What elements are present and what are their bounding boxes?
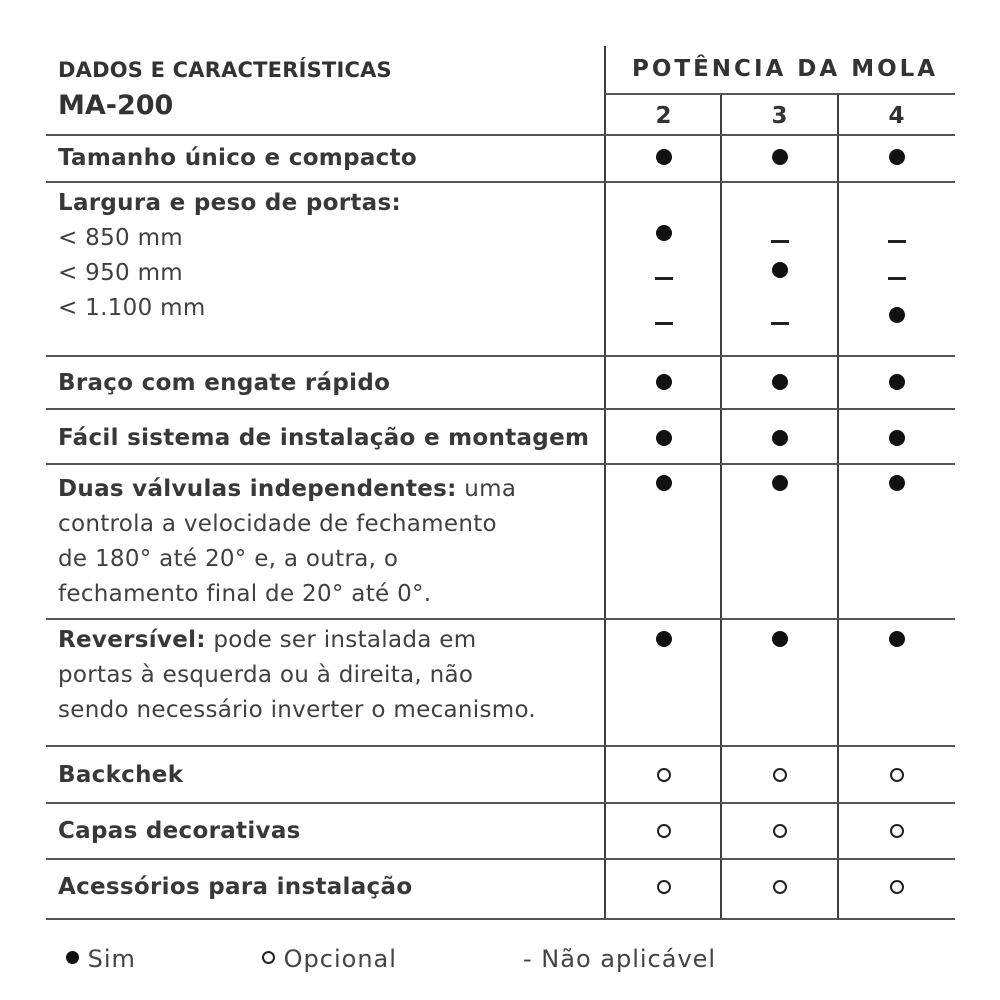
column-header-2: 2	[655, 103, 672, 129]
dash-icon	[655, 322, 673, 325]
open-circle-icon	[657, 880, 671, 894]
mark-yes	[606, 374, 721, 394]
model-name: MA-200	[58, 90, 174, 121]
feature-installation-accessories: Acessórios para instalação	[58, 874, 413, 900]
mark-not-applicable	[722, 231, 837, 250]
mark-optional	[839, 823, 954, 842]
mark-yes	[839, 430, 954, 450]
feature-two-valves-title: Duas válvulas independentes:	[58, 476, 457, 502]
mark-not-applicable	[606, 313, 721, 332]
filled-dot-icon	[656, 374, 672, 390]
feature-backchek: Backchek	[58, 762, 184, 788]
dash-icon	[771, 322, 789, 325]
mark-yes	[722, 430, 837, 450]
filled-dot-icon	[889, 430, 905, 446]
dash-icon	[888, 240, 906, 243]
mark-optional	[839, 767, 954, 786]
mark-yes	[722, 631, 837, 651]
row-divider	[46, 181, 955, 183]
filled-dot-icon	[656, 475, 672, 491]
mark-yes	[839, 631, 954, 651]
row-divider	[46, 745, 955, 747]
open-circle-icon	[773, 880, 787, 894]
column-header-3: 3	[771, 103, 788, 129]
filled-dot-icon	[889, 631, 905, 647]
mark-yes	[839, 307, 954, 327]
mark-not-applicable	[722, 313, 837, 332]
filled-dot-icon	[772, 430, 788, 446]
row-divider	[46, 463, 955, 465]
dash-icon	[888, 277, 906, 280]
filled-dot-icon	[889, 475, 905, 491]
filled-dot-icon	[772, 475, 788, 491]
feature-door-width-title: Largura e peso de portas:	[58, 190, 401, 216]
door-width-1100: < 1.100 mm	[58, 295, 206, 321]
open-circle-icon	[890, 768, 904, 782]
table-title: DADOS E CARACTERÍSTICAS	[58, 58, 392, 82]
filled-dot-icon	[889, 149, 905, 165]
filled-dot-icon	[656, 631, 672, 647]
column-header-4: 4	[888, 103, 905, 129]
mark-yes	[606, 430, 721, 450]
mark-yes	[722, 374, 837, 394]
mark-yes	[606, 631, 721, 651]
door-width-950: < 950 mm	[58, 260, 184, 286]
feature-reversible: Reversível: pode ser instalada em portas à esquerda ou à direita, não sendo necessário inverter o mecanismo.	[58, 627, 537, 723]
filled-dot-icon	[772, 262, 788, 278]
filled-dot-icon	[656, 225, 672, 241]
mark-yes	[722, 149, 837, 169]
dash-icon	[771, 240, 789, 243]
column-divider-2-3	[720, 94, 722, 920]
feature-reversible-title: Reversível:	[58, 627, 206, 653]
mark-optional	[722, 879, 837, 898]
row-divider	[46, 618, 955, 620]
row-divider	[46, 802, 955, 804]
open-circle-icon	[773, 824, 787, 838]
mark-yes	[839, 374, 954, 394]
row-divider	[46, 355, 955, 357]
filled-dot-icon	[656, 149, 672, 165]
mark-optional	[606, 879, 721, 898]
filled-dot-icon	[772, 149, 788, 165]
mark-optional	[606, 767, 721, 786]
mark-not-applicable	[606, 268, 721, 287]
legend-optional: Opcional	[262, 945, 397, 973]
mark-yes	[839, 149, 954, 169]
feature-door-width	[58, 186, 401, 326]
mark-yes	[722, 475, 837, 495]
feature-compact-size: Tamanho único e compacto	[58, 145, 417, 171]
open-circle-icon	[890, 880, 904, 894]
open-circle-icon	[890, 824, 904, 838]
legend-not-applicable: - Não aplicável	[523, 945, 717, 973]
open-circle-icon	[773, 768, 787, 782]
open-circle-icon	[262, 951, 275, 964]
filled-dot-icon	[66, 951, 79, 964]
mark-yes	[839, 475, 954, 495]
open-circle-icon	[657, 768, 671, 782]
mark-optional	[722, 767, 837, 786]
feature-two-valves: Duas válvulas independentes: uma controla a velocidade de fechamento de 180° até 20° e, a outra, o fechamento final de 20° até 0°.	[58, 476, 517, 607]
mark-optional	[606, 823, 721, 842]
mark-optional	[839, 879, 954, 898]
filled-dot-icon	[889, 374, 905, 390]
mark-optional	[722, 823, 837, 842]
dash-icon	[655, 277, 673, 280]
filled-dot-icon	[772, 631, 788, 647]
mark-not-applicable	[839, 231, 954, 250]
spring-power-heading: POTÊNCIA DA MOLA	[632, 56, 939, 82]
mark-yes	[606, 149, 721, 169]
mark-not-applicable	[839, 268, 954, 287]
column-divider-3-4	[837, 94, 839, 920]
table-bottom-border	[46, 918, 955, 920]
feature-quick-arm: Braço com engate rápido	[58, 370, 391, 396]
filled-dot-icon	[772, 374, 788, 390]
feature-decorative-covers: Capas decorativas	[58, 818, 301, 844]
legend-yes: Sim	[66, 945, 136, 973]
mark-yes	[722, 262, 837, 282]
filled-dot-icon	[656, 430, 672, 446]
door-width-850: < 850 mm	[58, 225, 184, 251]
header-spring-underline	[605, 93, 955, 95]
mark-yes	[606, 225, 721, 245]
filled-dot-icon	[889, 307, 905, 323]
mark-yes	[606, 475, 721, 495]
row-divider	[46, 858, 955, 860]
feature-easy-install: Fácil sistema de instalação e montagem	[58, 425, 590, 451]
row-divider	[46, 134, 955, 136]
open-circle-icon	[657, 824, 671, 838]
row-divider	[46, 408, 955, 410]
